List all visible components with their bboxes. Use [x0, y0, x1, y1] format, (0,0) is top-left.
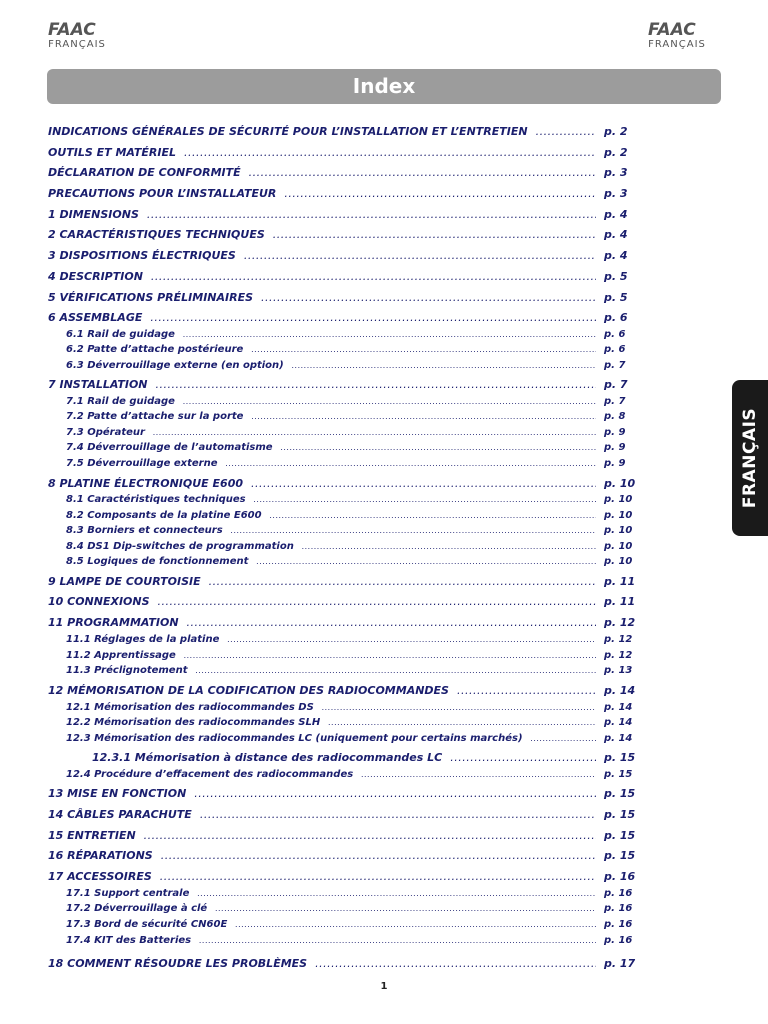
toc-entry-title: 12.3 Mémorisation des radiocommandes LC (uniquement pour certains marchés) — [66, 733, 523, 744]
toc-entry-page: p. 3 — [604, 166, 628, 179]
toc-entry-page: p. 4 — [604, 228, 628, 241]
toc-entry-page: p. 12 — [604, 634, 633, 645]
toc-entry-title: 6.1 Rail de guidage — [66, 329, 175, 340]
toc-entry-page: p. 14 — [604, 684, 636, 697]
toc-entry[interactable] — [48, 595, 634, 609]
language-label: FRANÇAIS — [648, 39, 706, 50]
toc-entry-title: 12.4 Procédure d’effacement des radiocommandes — [66, 769, 354, 780]
toc-entry-page: p. 7 — [604, 396, 626, 407]
toc-entry-title: 8.2 Composants de la platine E600 — [66, 510, 262, 521]
side-tab-label: FRANÇAIS — [740, 407, 760, 509]
toc-leader-dots — [144, 829, 596, 842]
toc-entry-title: 7.5 Déverrouillage externe — [66, 458, 218, 469]
toc-entry[interactable] — [48, 291, 634, 305]
toc-entry-title: 10 CONNEXIONS — [48, 595, 150, 608]
toc-entry-page: p. 12 — [604, 616, 636, 629]
toc-entry-page: p. 4 — [604, 249, 628, 262]
toc-entry[interactable] — [48, 270, 634, 284]
toc-leader-dots — [197, 889, 596, 898]
toc-leader-dots — [361, 770, 596, 779]
toc-entry[interactable] — [48, 249, 634, 263]
toc-entry[interactable] — [66, 919, 634, 933]
toc-entry-page: p. 9 — [604, 427, 626, 438]
toc-entry-page: p. 7 — [604, 360, 626, 371]
toc-entry-page: p. 10 — [604, 541, 633, 552]
toc-entry-page: p. 11 — [604, 595, 636, 608]
toc-entry[interactable] — [66, 411, 634, 425]
toc-entry-title: 4 DESCRIPTION — [48, 270, 143, 283]
toc-entry[interactable] — [48, 166, 634, 180]
toc-entry-title: DÉCLARATION DE CONFORMITÉ — [48, 166, 241, 179]
toc-entry-page: p. 8 — [604, 411, 626, 422]
toc-entry-title: 17.3 Bord de sécurité CN60E — [66, 919, 228, 930]
toc-entry-page: p. 2 — [604, 125, 628, 138]
toc-entry-title: 14 CÂBLES PARACHUTE — [48, 808, 192, 821]
toc-entry[interactable] — [66, 427, 634, 441]
toc-leader-dots — [194, 787, 596, 800]
toc-leader-dots — [156, 378, 597, 391]
toc-leader-dots — [273, 228, 596, 241]
toc-entry-title: 11.3 Préclignotement — [66, 665, 188, 676]
toc-entry-page: p. 14 — [604, 733, 633, 744]
page-number: 1 — [380, 981, 388, 992]
toc-entry-title: 3 DISPOSITIONS ÉLECTRIQUES — [48, 249, 236, 262]
toc-leader-dots — [244, 249, 596, 262]
toc-entry-title: 12.3.1 Mémorisation à distance des radiocommandes LC — [92, 751, 443, 764]
toc-leader-dots — [536, 125, 596, 138]
toc-entry[interactable] — [48, 684, 634, 698]
toc-entry-title: 7 INSTALLATION — [48, 378, 148, 391]
toc-entry[interactable] — [48, 575, 634, 589]
toc-entry-page: p. 15 — [604, 751, 636, 764]
toc-entry-title: 17.4 KIT des Batteries — [66, 935, 192, 946]
svg-text:FAAC: FAAC — [48, 20, 96, 38]
toc-entry[interactable] — [48, 378, 634, 392]
toc-leader-dots — [183, 330, 596, 339]
toc-leader-dots — [231, 526, 596, 535]
toc-entry-title: 17.2 Déverrouillage à clé — [66, 903, 208, 914]
toc-entry-page: p. 10 — [604, 494, 633, 505]
toc-entry-page: p. 9 — [604, 458, 626, 469]
toc-entry-title: 17 ACCESSOIRES — [48, 870, 152, 883]
toc-leader-dots — [261, 291, 596, 304]
toc-leader-dots — [322, 703, 596, 712]
toc-leader-dots — [199, 936, 596, 945]
toc-entry-title: 18 COMMENT RÉSOUDRE LES PROBLÈMES — [48, 957, 308, 970]
toc-entry[interactable] — [48, 829, 634, 843]
toc-entry-page: p. 3 — [604, 187, 628, 200]
toc-leader-dots — [254, 495, 596, 504]
toc-entry-page: p. 14 — [604, 702, 633, 713]
page-title: Index — [47, 69, 721, 104]
toc-entry-page: p. 10 — [604, 477, 636, 490]
toc-entry-page: p. 2 — [604, 146, 628, 159]
toc-entry[interactable] — [66, 717, 634, 731]
toc-leader-dots — [226, 459, 596, 468]
toc-entry-page: p. 16 — [604, 888, 633, 899]
toc-leader-dots — [251, 477, 596, 490]
toc-leader-dots — [200, 808, 596, 821]
toc-entry-title: 17.1 Support centrale — [66, 888, 190, 899]
toc-entry[interactable] — [66, 360, 634, 374]
toc-entry[interactable] — [48, 870, 634, 884]
toc-entry-title: 7.1 Rail de guidage — [66, 396, 175, 407]
toc-entry[interactable] — [66, 329, 634, 343]
toc-entry-title: 7.2 Patte d’attache sur la porte — [66, 411, 244, 422]
toc-entry-page: p. 16 — [604, 870, 636, 883]
toc-entry-page: p. 12 — [604, 650, 633, 661]
toc-entry-page: p. 6 — [604, 344, 626, 355]
toc-entry[interactable] — [66, 344, 634, 358]
toc-entry-title: 11 PROGRAMMATION — [48, 616, 179, 629]
toc-entry[interactable] — [66, 510, 634, 524]
toc-entry[interactable] — [48, 849, 634, 863]
toc-leader-dots — [235, 920, 596, 929]
toc-entry[interactable] — [48, 208, 634, 222]
toc-entry-page: p. 10 — [604, 510, 633, 521]
toc-entry-page: p. 16 — [604, 903, 633, 914]
toc-entry[interactable] — [48, 187, 634, 201]
toc-leader-dots — [183, 397, 596, 406]
toc-leader-dots — [195, 666, 596, 675]
toc-leader-dots — [292, 361, 596, 370]
toc-entry-title: 16 RÉPARATIONS — [48, 849, 153, 862]
toc-entry[interactable] — [48, 311, 634, 325]
toc-entry-page: p. 16 — [604, 919, 633, 930]
toc-entry[interactable] — [48, 477, 634, 491]
toc-entry-title: 2 CARACTÉRISTIQUES TECHNIQUES — [48, 228, 265, 241]
toc-entry-title: 12.1 Mémorisation des radiocommandes DS — [66, 702, 314, 713]
toc-entry-page: p. 5 — [604, 291, 628, 304]
toc-entry-title: 7.3 Opérateur — [66, 427, 145, 438]
toc-leader-dots — [251, 412, 596, 421]
toc-entry[interactable] — [66, 935, 634, 949]
toc-entry-title: INDICATIONS GÉNÉRALES DE SÉCURITÉ POUR L’INSTALLATION ET L’ENTRETIEN — [48, 125, 528, 138]
toc-entry[interactable] — [48, 146, 634, 160]
toc-entry-title: 5 VÉRIFICATIONS PRÉLIMINAIRES — [48, 291, 254, 304]
toc-entry[interactable] — [66, 494, 634, 508]
toc-entry-title: 8.1 Caractéristiques techniques — [66, 494, 246, 505]
toc-entry[interactable] — [66, 733, 634, 747]
toc-entry[interactable] — [92, 751, 634, 765]
toc-entry-page: p. 9 — [604, 442, 626, 453]
toc-leader-dots — [256, 557, 596, 566]
toc-entry[interactable] — [48, 787, 634, 801]
toc-entry-title: 15 ENTRETIEN — [48, 829, 136, 842]
toc-entry-page: p. 11 — [604, 575, 636, 588]
language-label: FRANÇAIS — [48, 39, 106, 50]
toc-leader-dots — [209, 575, 596, 588]
toc-leader-dots — [249, 166, 596, 179]
svg-text:FAAC: FAAC — [648, 20, 696, 38]
toc-leader-dots — [158, 595, 596, 608]
toc-leader-dots — [153, 428, 596, 437]
toc-entry-title: 6.2 Patte d’attache postérieure — [66, 344, 244, 355]
toc-leader-dots — [161, 849, 596, 862]
toc-entry[interactable] — [66, 541, 634, 555]
toc-entry-page: p. 6 — [604, 311, 628, 324]
toc-entry-page: p. 13 — [604, 665, 633, 676]
toc-entry[interactable] — [66, 769, 634, 783]
toc-leader-dots — [147, 208, 596, 221]
toc-entry-title: 12.2 Mémorisation des radiocommandes SLH — [66, 717, 321, 728]
toc-leader-dots — [184, 651, 596, 660]
toc-entry-title: 9 LAMPE DE COURTOISIE — [48, 575, 201, 588]
toc-entry-title: 7.4 Déverrouillage de l’automatisme — [66, 442, 273, 453]
toc-leader-dots — [251, 345, 596, 354]
toc-entry-title: 1 DIMENSIONS — [48, 208, 139, 221]
toc-leader-dots — [284, 187, 596, 200]
toc-entry-title: 6 ASSEMBLAGE — [48, 311, 143, 324]
toc-entry-page: p. 15 — [604, 808, 636, 821]
toc-entry-page: p. 10 — [604, 556, 633, 567]
toc-entry-title: 8.3 Borniers et connecteurs — [66, 525, 223, 536]
toc-entry-title: 6.3 Déverrouillage externe (en option) — [66, 360, 284, 371]
toc-leader-dots — [215, 904, 596, 913]
toc-entry-title: PRECAUTIONS POUR L’INSTALLATEUR — [48, 187, 277, 200]
toc-entry-title: 8.4 DS1 Dip-switches de programmation — [66, 541, 294, 552]
toc-entry[interactable] — [66, 634, 634, 648]
toc-leader-dots — [150, 311, 596, 324]
toc-leader-dots — [151, 270, 596, 283]
toc-entry-title: 12 MÉMORISATION DE LA CODIFICATION DES RADIOCOMMANDES — [48, 684, 449, 697]
toc-entry[interactable] — [66, 458, 634, 472]
toc-entry-page: p. 14 — [604, 717, 633, 728]
toc-entry-page: p. 16 — [604, 935, 633, 946]
toc-entry[interactable] — [48, 957, 634, 971]
toc-entry[interactable] — [66, 650, 634, 664]
toc-entry-page: p. 4 — [604, 208, 628, 221]
toc-entry-title: 13 MISE EN FONCTION — [48, 787, 187, 800]
toc-entry-page: p. 17 — [604, 957, 636, 970]
toc-leader-dots — [160, 870, 596, 883]
toc-entry-title: OUTILS ET MATÉRIEL — [48, 146, 176, 159]
toc-entry-title: 11.1 Réglages de la platine — [66, 634, 220, 645]
toc-leader-dots — [315, 957, 596, 970]
toc-entry[interactable] — [48, 228, 634, 242]
toc-entry[interactable] — [66, 525, 634, 539]
toc-leader-dots — [187, 616, 596, 629]
toc-entry-page: p. 15 — [604, 787, 636, 800]
toc-entry-page: p. 10 — [604, 525, 633, 536]
toc-entry-page: p. 6 — [604, 329, 626, 340]
toc-leader-dots — [270, 511, 596, 520]
toc-entry[interactable] — [66, 665, 634, 679]
toc-leader-dots — [457, 684, 596, 697]
toc-entry[interactable] — [66, 903, 634, 917]
toc-entry-page: p. 15 — [604, 829, 636, 842]
toc-entry[interactable] — [66, 442, 634, 456]
toc-entry[interactable] — [48, 616, 634, 630]
toc-leader-dots — [281, 443, 596, 452]
toc-leader-dots — [328, 718, 596, 727]
toc-entry[interactable] — [66, 702, 634, 716]
toc-entry-title: 8.5 Logiques de fonctionnement — [66, 556, 249, 567]
toc-entry-page: p. 5 — [604, 270, 628, 283]
toc-leader-dots — [450, 751, 596, 764]
toc-entry[interactable] — [66, 556, 634, 570]
toc-entry-title: 8 PLATINE ÉLECTRONIQUE E600 — [48, 477, 243, 490]
toc-leader-dots — [184, 146, 596, 159]
toc-entry-page: p. 7 — [604, 378, 628, 391]
toc-leader-dots — [531, 734, 596, 743]
toc-entry-title: 11.2 Apprentissage — [66, 650, 176, 661]
toc-leader-dots — [227, 635, 596, 644]
toc-entry[interactable] — [66, 888, 634, 902]
toc-leader-dots — [302, 542, 596, 551]
toc-entry-page: p. 15 — [604, 769, 633, 780]
toc-entry-page: p. 15 — [604, 849, 636, 862]
toc-entry[interactable] — [66, 396, 634, 410]
toc-entry[interactable] — [48, 808, 634, 822]
toc-entry[interactable] — [48, 125, 634, 139]
